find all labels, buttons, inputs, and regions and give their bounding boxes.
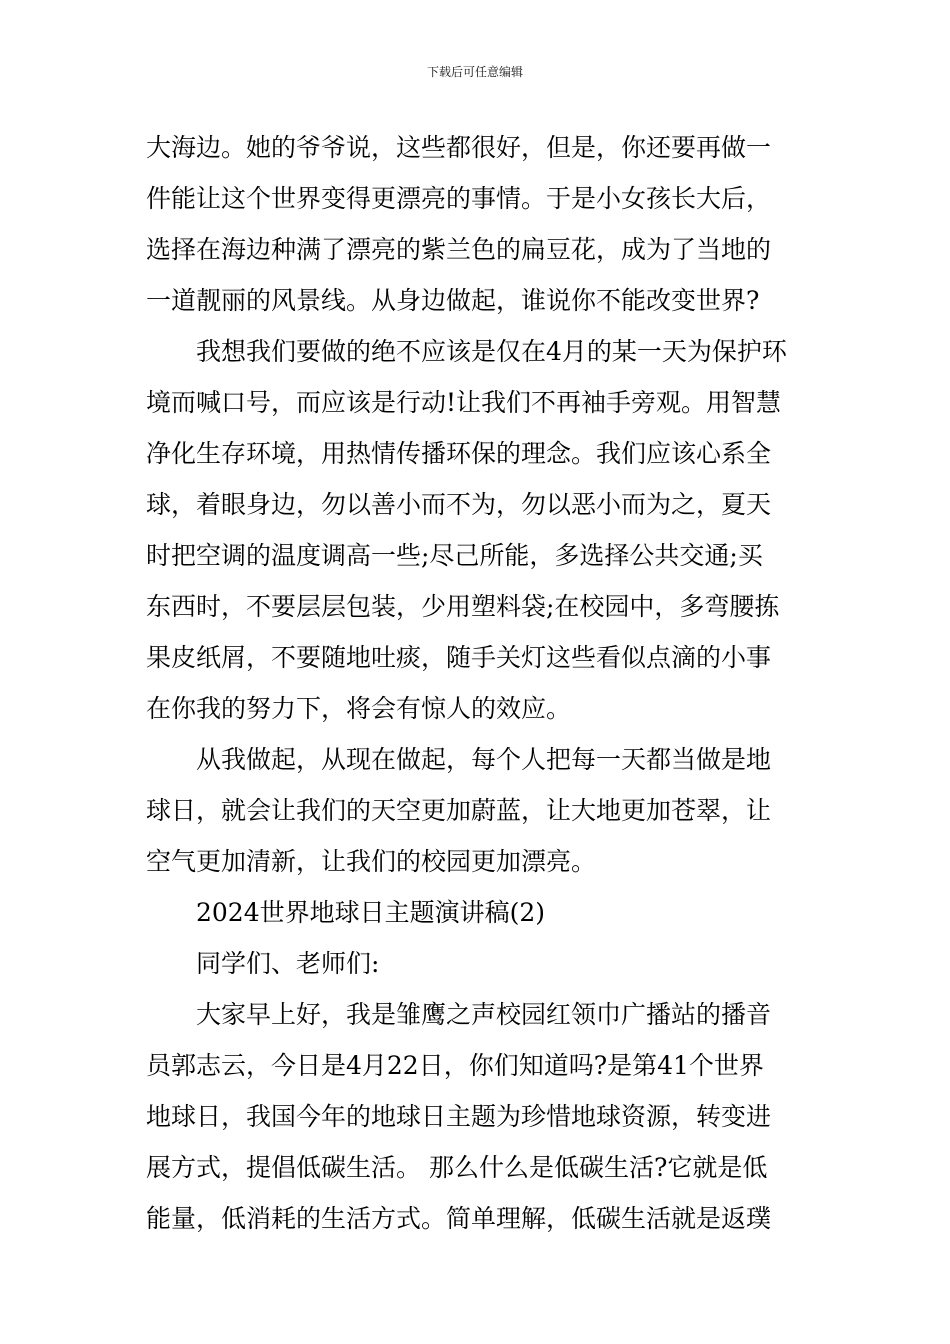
text-line: 果皮纸屑，不要随地吐痰，随手关灯这些看似点滴的小事 xyxy=(146,643,772,672)
text-line: 东西时，不要层层包装，少用塑料袋;在校园中，多弯腰拣 xyxy=(146,592,780,621)
text-line: 大海边。她的爷爷说，这些都很好，但是，你还要再做一 xyxy=(146,133,772,162)
text-line: 一道靓丽的风景线。从身边做起，谁说你不能改变世界? xyxy=(146,286,760,315)
text-line: 在你我的努力下，将会有惊人的效应。 xyxy=(146,694,572,723)
text-line: 时把空调的温度调高一些;尽己所能，多选择公共交通;买 xyxy=(146,541,763,570)
text-line: 选择在海边种满了漂亮的紫兰色的扁豆花，成为了当地的 xyxy=(146,235,772,264)
text-line: 展方式，提倡低碳生活。 那么什么是低碳生活?它就是低 xyxy=(146,1153,768,1182)
text-line: 员郭志云，今日是4月22日，你们知道吗?是第41个世界 xyxy=(146,1051,764,1080)
text-line: 境而喊口号，而应该是行动!让我们不再袖手旁观。用智慧 xyxy=(146,388,782,417)
section-title: 2024世界地球日主题演讲稿(2) xyxy=(196,898,546,927)
text-line: 净化生存环境，用热情传播环保的理念。我们应该心系全 xyxy=(146,439,772,468)
text-line: 地球日，我国今年的地球日主题为珍惜地球资源，转变进 xyxy=(146,1102,772,1131)
paragraph-start-line: 我想我们要做的绝不应该是仅在4月的某一天为保护环 xyxy=(196,337,787,366)
text-line: 空气更加清新，让我们的校园更加漂亮。 xyxy=(146,847,597,876)
paragraph-start-line: 大家早上好，我是雏鹰之声校园红领巾广播站的播音 xyxy=(196,1000,772,1029)
salutation-line: 同学们、老师们: xyxy=(196,949,380,978)
text-line: 球，着眼身边，勿以善小而不为，勿以恶小而为之，夏天 xyxy=(146,490,772,519)
text-line: 球日，就会让我们的天空更加蔚蓝，让大地更加苍翠，让 xyxy=(146,796,772,825)
page-header-note: 下载后可任意编辑 xyxy=(426,65,523,79)
document-body xyxy=(146,126,806,1248)
paragraph-start-line: 从我做起，从现在做起，每个人把每一天都当做是地 xyxy=(196,745,772,774)
text-line: 件能让这个世界变得更漂亮的事情。于是小女孩长大后， xyxy=(146,184,772,213)
text-line: 能量，低消耗的生活方式。简单理解，低碳生活就是返璞 xyxy=(146,1204,772,1233)
